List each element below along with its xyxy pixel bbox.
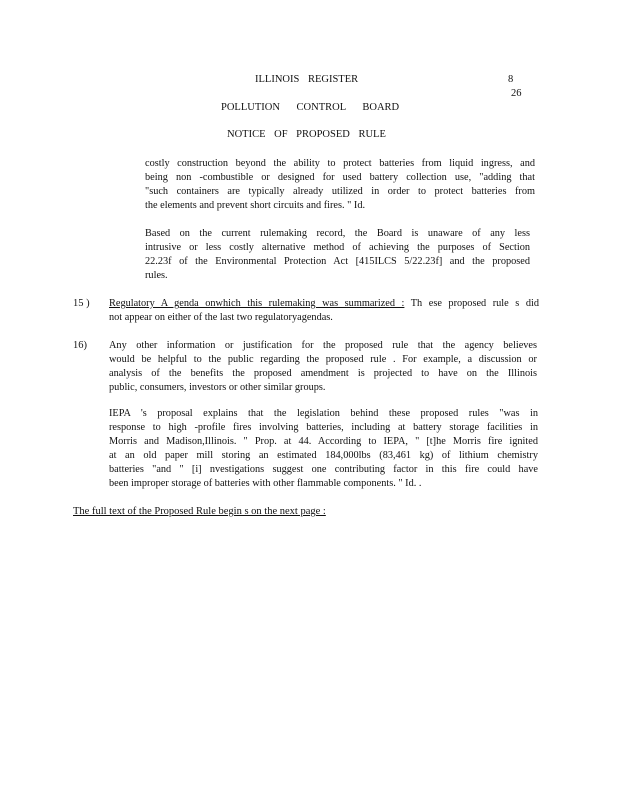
page-number-bottom: 26 (511, 88, 522, 99)
page-number-top: 8 (508, 74, 514, 85)
iepa-paragraph (109, 407, 538, 491)
item-15-paragraph (109, 297, 539, 325)
paragraph-line: rules. (145, 270, 168, 281)
notice-title: NOTICE OF PROPOSED RULE (227, 129, 386, 140)
paragraph-line: "such containers are typically already utilized in order to protect batteries from (145, 186, 535, 197)
paragraph-line: not appear on either of the last two regulatoryagendas. (109, 312, 333, 323)
paragraph-line: response to high -profile fires involving batteries, including at battery storage facilities in (109, 422, 538, 433)
register-title: ILLINOIS REGISTER (255, 74, 359, 85)
item-16-paragraph (109, 339, 537, 395)
paragraph-line: analysis of the benefits the proposed amendment is projected to have on the Illinois (109, 368, 537, 379)
paragraph-line: at an old paper mill storing an estimated 184,000lbs (83,461 kg) of lithium chemistry (109, 450, 538, 461)
board-title: POLLUTION CONTROL BOARD (221, 102, 400, 113)
continuation-paragraph (145, 157, 535, 213)
next-page-note: The full text of the Proposed Rule begin s on the next page : (73, 506, 326, 517)
paragraph-line: 22.23f of the Environmental Protection Act [415ILCS 5/22.23f] and the proposed (145, 256, 530, 267)
paragraph-line: been improper storage of batteries with other flammable components. " Id. . (109, 478, 422, 489)
paragraph-line: Any other information or justification for the proposed rule that the agency believes (109, 340, 537, 351)
paragraph-line: public, consumers, investors or other similar groups. (109, 382, 326, 393)
paragraph-line: batteries "and " [i] nvestigations suggest one contributing factor in this fire could have (109, 464, 538, 475)
paragraph-line: costly construction beyond the ability to protect batteries from liquid ingress, and (145, 158, 535, 169)
item-15-heading: Regulatory A genda onwhich this rulemaking was summarized : (109, 298, 405, 309)
item-15-number: 15 ) (73, 298, 90, 309)
item-16-number: 16) (73, 340, 87, 351)
paragraph-line: Morris and Madison,Illinois. " Prop. at 44. According to IEPA, " [t]he Morris fire ignited (109, 436, 538, 447)
paragraph-line: the elements and prevent short circuits and fires. " Id. (145, 200, 366, 211)
paragraph-line: IEPA 's proposal explains that the legislation behind these proposed rules "was in (109, 408, 538, 419)
paragraph-line: being non -combustible or designed for used battery collection use, "adding that (145, 172, 535, 183)
paragraph-line: would be helpful to the public regarding the proposed rule . For example, a discussion or (109, 354, 537, 365)
board-paragraph (145, 227, 530, 283)
item-15-text: Th ese proposed rule s did (410, 298, 539, 309)
paragraph-line: intrusive or less costly alternative method of achieving the purposes of Section (145, 242, 530, 253)
paragraph-line: Based on the current rulemaking record, the Board is unaware of any less (145, 228, 530, 239)
